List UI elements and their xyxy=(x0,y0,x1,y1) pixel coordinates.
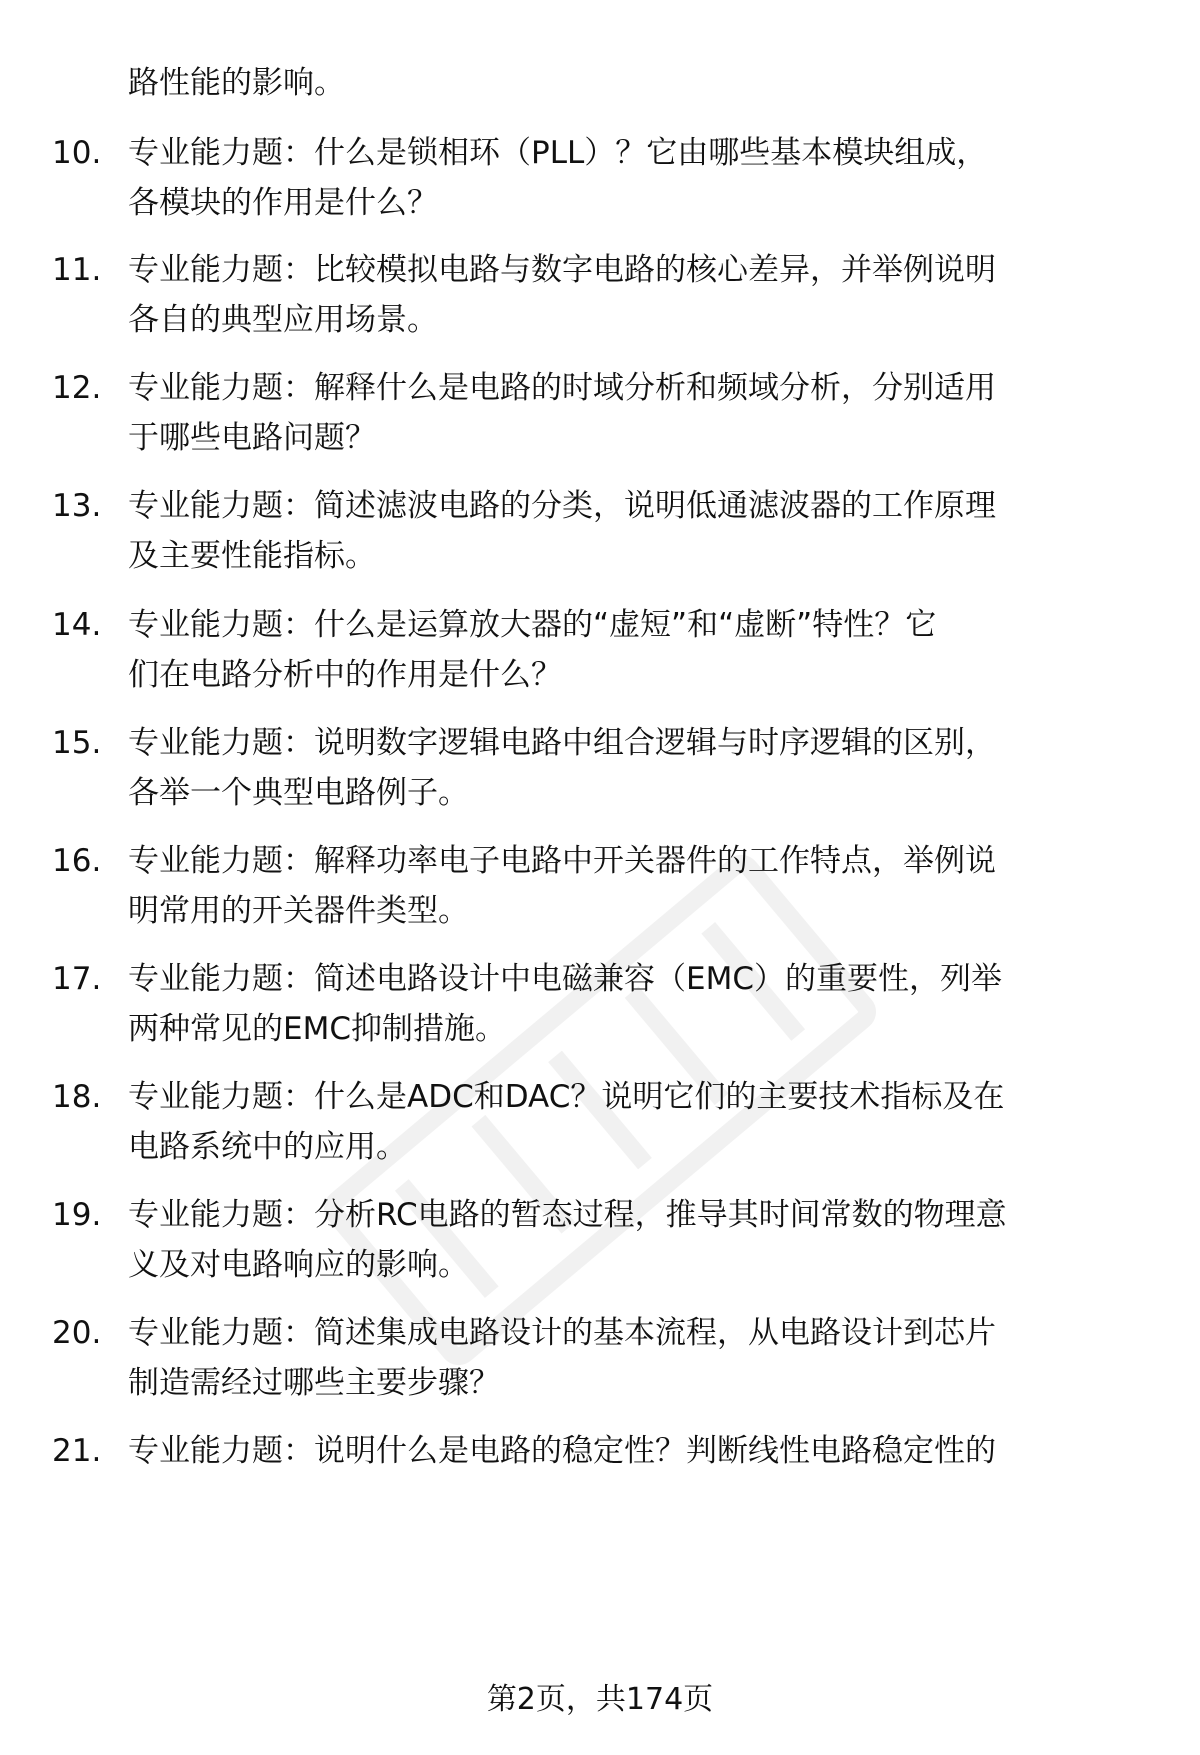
item-text xyxy=(128,954,1148,1054)
text-line: 义及对电路响应的影响。 xyxy=(128,1247,469,1283)
item-number: 14. xyxy=(52,607,102,643)
text-line: 专业能力题：分析RC电路的暂态过程，推导其时间常数的物理意 xyxy=(128,1197,1007,1233)
item-number: 18. xyxy=(52,1079,102,1115)
text-line: 各自的典型应用场景。 xyxy=(128,302,438,338)
text-line: 各举一个典型电路例子。 xyxy=(128,775,469,811)
item-text xyxy=(128,363,1148,463)
text-line: 专业能力题：说明什么是电路的稳定性？判断线性电路稳定性的 xyxy=(128,1433,996,1469)
item-text xyxy=(128,481,1148,581)
item-number: 20. xyxy=(52,1315,102,1351)
text-line: 明常用的开关器件类型。 xyxy=(128,893,469,929)
text-line: 及主要性能指标。 xyxy=(128,538,376,574)
item-number: 19. xyxy=(52,1197,102,1233)
text-line: 制造需经过哪些主要步骤？ xyxy=(128,1365,500,1401)
text-line: 专业能力题：简述集成电路设计的基本流程，从电路设计到芯片 xyxy=(128,1315,996,1351)
item-text xyxy=(128,1426,1148,1476)
item-text xyxy=(128,1308,1148,1408)
text-line: 专业能力题：简述电路设计中电磁兼容（EMC）的重要性，列举 xyxy=(128,961,1002,997)
item-number: 17. xyxy=(52,961,102,997)
item-number: 10. xyxy=(52,135,102,171)
item-text xyxy=(128,600,1148,700)
item-text xyxy=(128,836,1148,936)
text-line: 各模块的作用是什么？ xyxy=(128,185,438,221)
item-text xyxy=(128,128,1148,228)
item-text xyxy=(128,718,1148,818)
text-line: 专业能力题：解释功率电子电路中开关器件的工作特点，举例说 xyxy=(128,843,996,879)
item-number: 16. xyxy=(52,843,102,879)
item-number: 15. xyxy=(52,725,102,761)
text-line: 两种常见的EMC抑制措施。 xyxy=(128,1011,506,1047)
text-line: 专业能力题：简述滤波电路的分类，说明低通滤波器的工作原理 xyxy=(128,488,996,524)
text-line: 电路系统中的应用。 xyxy=(128,1129,407,1165)
continued-text: 路性能的影响。 xyxy=(128,65,345,101)
page-footer: 第2页，共174页 xyxy=(486,1682,714,1717)
text-line: 专业能力题：比较模拟电路与数字电路的核心差异，并举例说明 xyxy=(128,252,996,288)
text-line: 专业能力题：解释什么是电路的时域分析和频域分析，分别适用 xyxy=(128,370,996,406)
item-text xyxy=(128,1190,1148,1290)
text-line: 们在电路分析中的作用是什么？ xyxy=(128,657,562,693)
item-text xyxy=(128,245,1148,345)
text-line: 专业能力题：什么是锁相环（PLL）？它由哪些基本模块组成， xyxy=(128,135,988,171)
item-number: 12. xyxy=(52,370,102,406)
text-line: 专业能力题：说明数字逻辑电路中组合逻辑与时序逻辑的区别， xyxy=(128,725,996,761)
text-line: 于哪些电路问题？ xyxy=(128,420,376,456)
text-line: 专业能力题：什么是ADC和DAC？说明它们的主要技术指标及在 xyxy=(128,1079,1005,1115)
text-line: 专业能力题：什么是运算放大器的“虚短”和“虚断”特性？它 xyxy=(128,607,937,643)
item-text xyxy=(128,1072,1148,1172)
item-number: 21. xyxy=(52,1433,102,1469)
item-number: 11. xyxy=(52,252,102,288)
item-number: 13. xyxy=(52,488,102,524)
